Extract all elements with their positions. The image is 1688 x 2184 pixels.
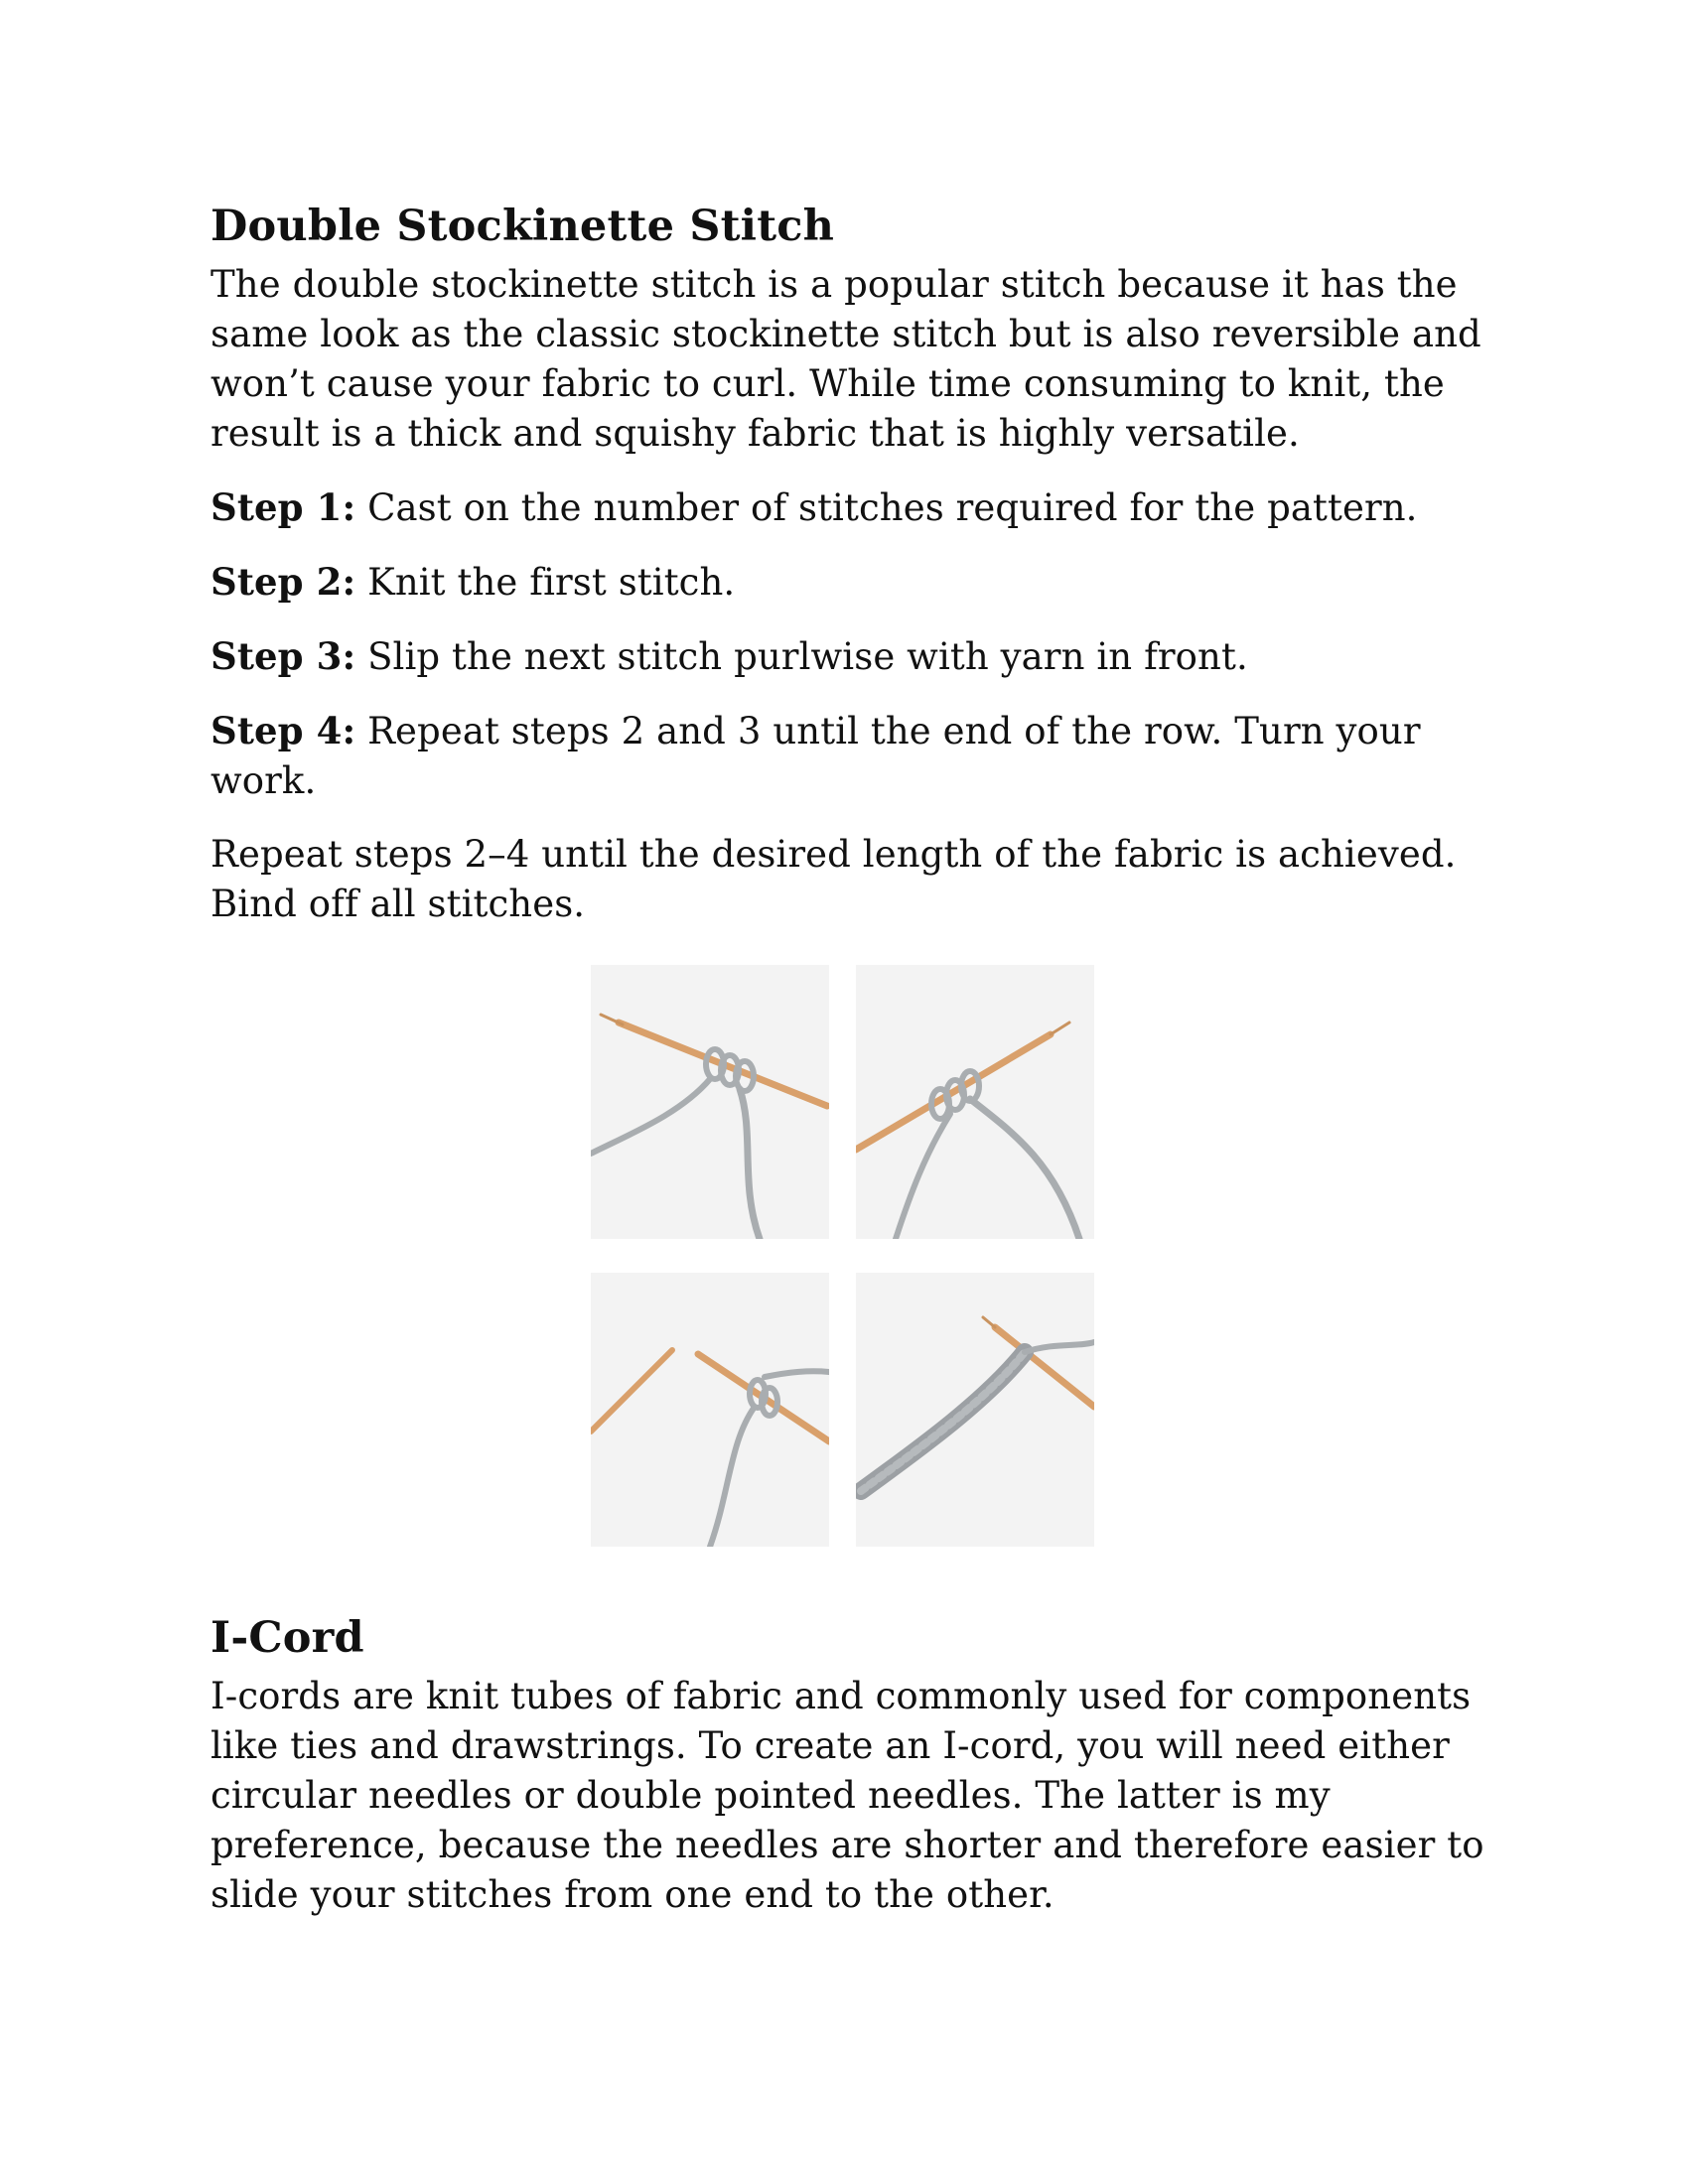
knitting-photo-4: [856, 1273, 1094, 1547]
knitting-photo-1: [591, 965, 829, 1239]
document-page: [211, 199, 1491, 1944]
closing-paragraph: Repeat steps 2–4 until the desired length of the fabric is achieved. Bind off all stitches.: [211, 833, 1457, 925]
step-3-text: Slip the next stitch purlwise with yarn in front.: [355, 635, 1248, 678]
knitting-photo-2: [856, 965, 1094, 1239]
step-2: [211, 557, 1491, 608]
step-1-text: Cast on the number of stitches required for the pattern.: [355, 486, 1418, 529]
knitting-photo-3: [591, 1273, 829, 1547]
step-1: [211, 482, 1491, 533]
step-4-text: Repeat steps 2 and 3 until the end of the row. Turn your work.: [211, 710, 1421, 802]
step-2-label: Step 2:: [211, 560, 356, 604]
step-2-text: Knit the first stitch.: [355, 561, 736, 604]
step-1-label: Step 1:: [211, 485, 356, 529]
section-heading-i-cord: I-Cord: [211, 1613, 364, 1663]
step-4: [211, 706, 1491, 806]
step-3-label: Step 3:: [211, 634, 356, 678]
step-3: [211, 631, 1491, 682]
step-4-label: Step 4:: [211, 709, 356, 752]
section-i-cord: [211, 1610, 1491, 1920]
i-cord-paragraph: I-cords are knit tubes of fabric and commonly used for components like ties and drawstrings. To create an I-cord, you will need either circular needles or double pointed needles. The latter is my preference, because the needles are shorter and therefore easier to slide your stitches from one end to the other.: [211, 1675, 1484, 1916]
knitting-photo-grid: [211, 965, 1491, 1570]
section-heading-double-stockinette: Double Stockinette Stitch: [211, 202, 835, 251]
intro-paragraph: The double stockinette stitch is a popular stitch because it has the same look as the classic stockinette stitch but is also reversible and won’t cause your fabric to curl. While time consuming to knit, the result is a thick and squishy fabric that is highly versatile.: [211, 263, 1481, 455]
